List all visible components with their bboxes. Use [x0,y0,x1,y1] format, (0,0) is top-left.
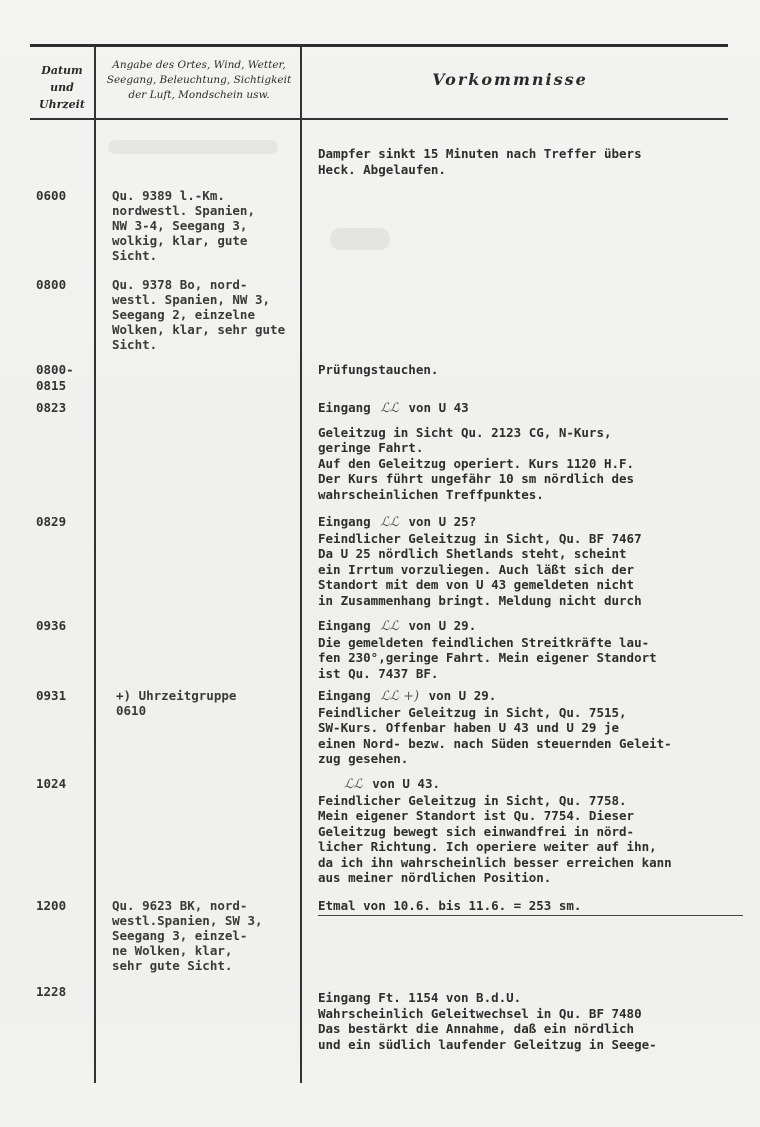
incoming-label: Eingang [318,514,371,529]
entry-time: 0800 [36,277,67,292]
entry-events [318,688,743,767]
entry-position-weather: Qu. 9623 BK, nord- westl.Spanien, SW 3, Seegang 3, einzel- ne Wolken, klar, sehr gute Sicht. [112,898,263,973]
entry-time: 1200 [36,898,67,913]
event-line: Geleitzug bewegt sich einwandfrei in nörd- [318,823,635,839]
header-place-line: Seegang, Beleuchtung, Sichtigkeit [106,74,292,86]
incoming-label: Eingang [318,618,371,633]
header-date-line: und [50,81,74,94]
event-line: Die gemeldeten feindlichen Streitkräfte lau- [318,634,650,650]
event-line: Mein eigener Standort ist Qu. 7754. Dieser [318,808,635,823]
entry-time: 0931 [36,688,67,703]
handwritten-mark: ℒℒ +) [380,689,420,704]
event-line: Feindlicher Geleitzug in Sicht, Qu. 7758. [318,792,627,808]
event-line: aus meiner nördlichen Position. [318,870,552,885]
handwritten-mark: ℒℒ [380,401,399,416]
event-line: Feindlicher Geleitzug in Sicht, Qu. 7515, [318,704,627,720]
event-line: in Zusammenhang bringt. Meldung nicht durch [318,592,642,608]
entry-position-weather: +) Uhrzeitgruppe 0610 [116,688,237,718]
event-line: und ein südlich laufender Geleitzug in Seege- [318,1036,657,1052]
signal-source: von U 29. [428,688,497,703]
event-line: wahrscheinlichen Treffpunktes. [318,486,544,502]
entry-time: 0936 [36,618,67,633]
event-line [318,618,743,635]
event-line [318,400,743,417]
entry-events [318,898,743,916]
event-line: Eingang Ft. 1154 von B.d.U. [318,990,522,1005]
entry-events [318,400,743,502]
event-line: geringe Fahrt. [318,440,424,455]
signal-source: von U 43. [372,776,440,791]
event-line: Geleitzug in Sicht Qu. 2123 CG, N-Kurs, [318,424,612,440]
entry-position-weather: Qu. 9378 Bo, nord- westl. Spanien, NW 3, Seegang 2, einzelne Wolken, klar, sehr gute Sicht. [112,277,286,352]
header-date-line: Uhrzeit [39,98,85,111]
signal-source: von U 25? [408,514,477,529]
header-place-line: Angabe des Ortes, Wind, Wetter, [112,59,286,71]
event-line: Standort mit dem von U 43 gemeldeten nicht [318,577,635,592]
event-line: SW-Kurs. Offenbar haben U 43 und U 29 je [318,720,620,735]
event-line: ist Qu. 7437 BF. [318,665,439,681]
header-date-line: Datum [41,64,83,77]
header-place-weather [100,58,298,103]
entry-events [318,990,743,1052]
incoming-label: Eingang [318,400,371,415]
column-divider-date [94,46,96,1083]
event-line: licher Richtung. Ich operiere weiter auf ihn, [318,839,657,854]
event-line: Prüfungstauchen. [318,362,439,377]
event-line [318,514,743,531]
table-header-rule [30,118,728,120]
entry-events [318,776,743,886]
event-line: Wahrscheinlich Geleitwechsel in Qu. BF 7480 [318,1005,642,1021]
event-line: einen Nord- bezw. nach Süden steuernden Geleit- [318,735,672,751]
event-line: Auf den Geleitzug operiert. Kurs 1120 H.F. [318,455,635,471]
entry-events [318,514,743,608]
entry-events [318,618,743,681]
table-top-rule [30,44,728,47]
ink-smudge [108,140,278,154]
handwritten-mark: ℒℒ [380,515,399,530]
event-line [318,776,743,793]
event-line: Der Kurs führt ungefähr 10 sm nördlich des [318,471,635,486]
event-line: zug gesehen. [318,751,409,766]
entry-time: 0823 [36,400,67,415]
header-place-line: der Luft, Mondschein usw. [128,89,270,101]
header-events: Vorkommnisse [432,70,588,89]
entry-time: 0800- 0815 [36,362,74,393]
event-line: Da U 25 nördlich Shetlands steht, scheint [318,546,627,561]
event-line [318,688,743,705]
event-line: Das bestärkt die Annahme, daß ein nördlich [318,1021,635,1036]
entry-time: 1228 [36,984,67,999]
entry-time: 1024 [36,776,67,791]
signal-source: von U 43 [408,400,469,415]
event-line: Dampfer sinkt 15 Minuten nach Treffer übers [318,146,642,161]
event-line: fen 230°,geringe Fahrt. Mein eigener Standort [318,650,657,665]
entry-position-weather: Qu. 9389 l.-Km. nordwestl. Spanien, NW 3-4, Seegang 3, wolkig, klar, gute Sicht. [112,188,255,263]
signal-source: von U 29. [408,618,477,633]
event-line: da ich ihn wahrscheinlich besser erreichen kann [318,854,672,870]
handwritten-mark: ℒℒ [344,777,363,792]
daily-run-line: Etmal von 10.6. bis 11.6. = 253 sm. [318,898,743,916]
entry-events [318,146,743,177]
event-line: Heck. Abgelaufen. [318,161,446,177]
event-line: ein Irrtum vorzuliegen. Auch läßt sich der [318,561,635,577]
entry-events [318,362,743,378]
header-date-time [32,62,92,113]
event-line: Feindlicher Geleitzug in Sicht, Qu. BF 7467 [318,530,642,546]
entry-time: 0829 [36,514,67,529]
entry-time: 0600 [36,188,67,203]
incoming-label: Eingang [318,688,371,703]
handwritten-mark: ℒℒ [380,619,399,634]
